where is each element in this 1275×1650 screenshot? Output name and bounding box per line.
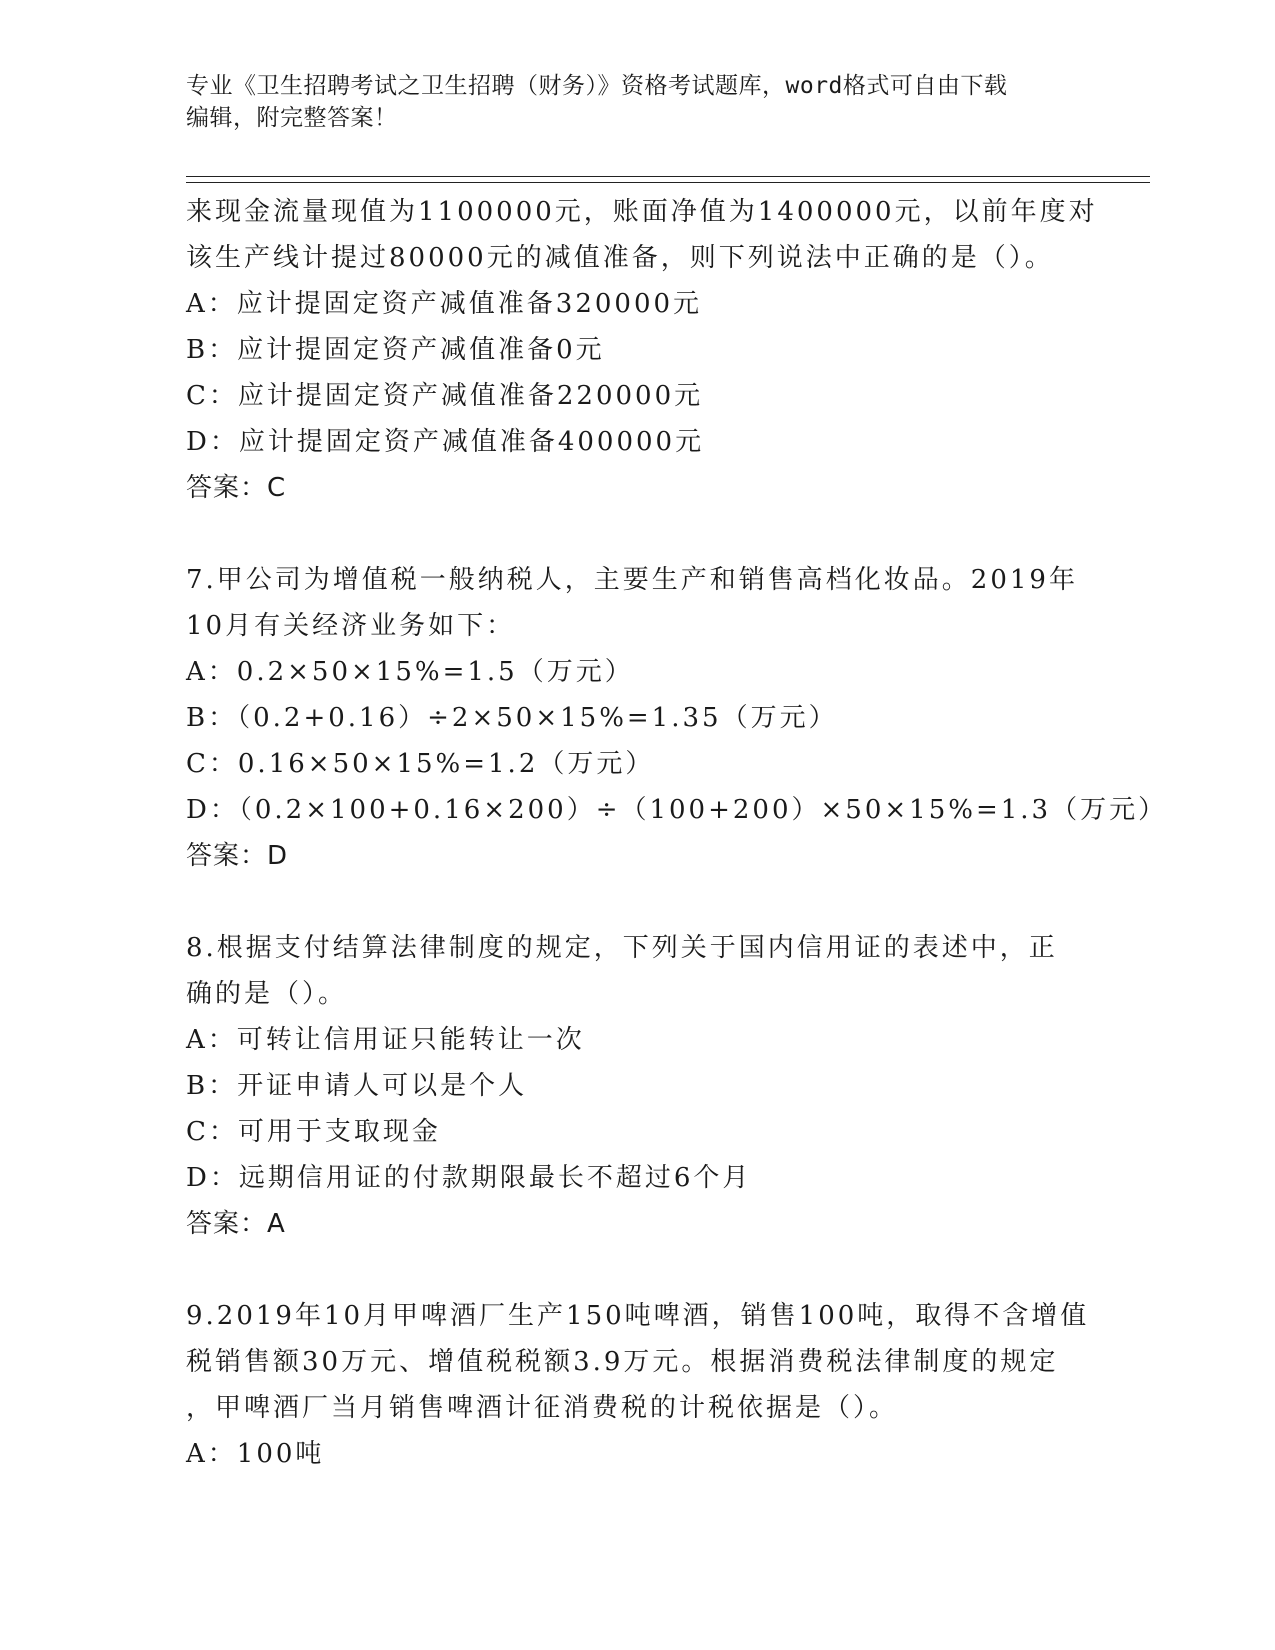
option-a: A：应计提固定资产减值准备320000元 — [186, 289, 703, 319]
document-header — [186, 70, 1086, 134]
option-a: A：0.2×50×15%=1.5（万元） — [186, 657, 634, 687]
question-stem-line: ，甲啤酒厂当月销售啤酒计征消费税的计税依据是（）。 — [186, 1393, 899, 1423]
question-9 — [186, 1293, 1090, 1477]
question-8 — [186, 925, 1086, 1247]
spacer — [186, 511, 1086, 557]
option-d: D：远期信用证的付款期限最长不超过6个月 — [186, 1163, 752, 1193]
option-b: B：应计提固定资产减值准备0元 — [186, 335, 605, 365]
question-stem-line: 8.根据支付结算法律制度的规定，下列关于国内信用证的表述中，正 — [186, 933, 1058, 963]
header-divider-top — [186, 176, 1150, 177]
header-line-1: 专业《卫生招聘考试之卫生招聘（财务）》资格考试题库，word格式可自由下载 — [186, 73, 1008, 99]
answer-label: 答案：A — [186, 1209, 286, 1239]
answer-label: 答案：D — [186, 841, 289, 871]
question-stem-line: 7.甲公司为增值税一般纳税人，主要生产和销售高档化妆品。2019年 — [186, 565, 1078, 595]
option-a: A：可转让信用证只能转让一次 — [186, 1025, 585, 1055]
option-d: D：应计提固定资产减值准备400000元 — [186, 427, 705, 457]
option-b: B：（0.2+0.16）÷2×50×15%=1.35（万元） — [186, 703, 838, 733]
question-7 — [186, 557, 1168, 879]
option-c: C：0.16×50×15%=1.2（万元） — [186, 749, 655, 779]
question-6 — [186, 189, 1098, 511]
header-divider-bottom — [186, 182, 1150, 183]
question-stem-line: 来现金流量现值为1100000元，账面净值为1400000元，以前年度对 — [186, 197, 1098, 227]
option-b: B：开证申请人可以是个人 — [186, 1071, 528, 1101]
question-stem-line: 税销售额30万元、增值税税额3.9万元。根据消费税法律制度的规定 — [186, 1347, 1059, 1377]
question-content — [186, 189, 1168, 1477]
question-stem-line: 9.2019年10月甲啤酒厂生产150吨啤酒，销售100吨，取得不含增值 — [186, 1301, 1090, 1331]
spacer — [186, 1247, 1086, 1293]
option-d: D：（0.2×100+0.16×200）÷（100+200）×50×15%=1.3（万元） — [186, 795, 1168, 825]
question-stem-line: 10月有关经济业务如下： — [186, 611, 516, 641]
question-stem-line: 该生产线计提过80000元的减值准备，则下列说法中正确的是（）。 — [186, 243, 1054, 273]
option-a: A：100吨 — [186, 1439, 325, 1469]
option-c: C：应计提固定资产减值准备220000元 — [186, 381, 704, 411]
answer-label: 答案：C — [186, 473, 287, 503]
option-c: C：可用于支取现金 — [186, 1117, 441, 1147]
question-stem-line: 确的是（）。 — [186, 979, 348, 1009]
spacer — [186, 879, 1086, 925]
header-line-2: 编辑，附完整答案！ — [186, 105, 398, 131]
